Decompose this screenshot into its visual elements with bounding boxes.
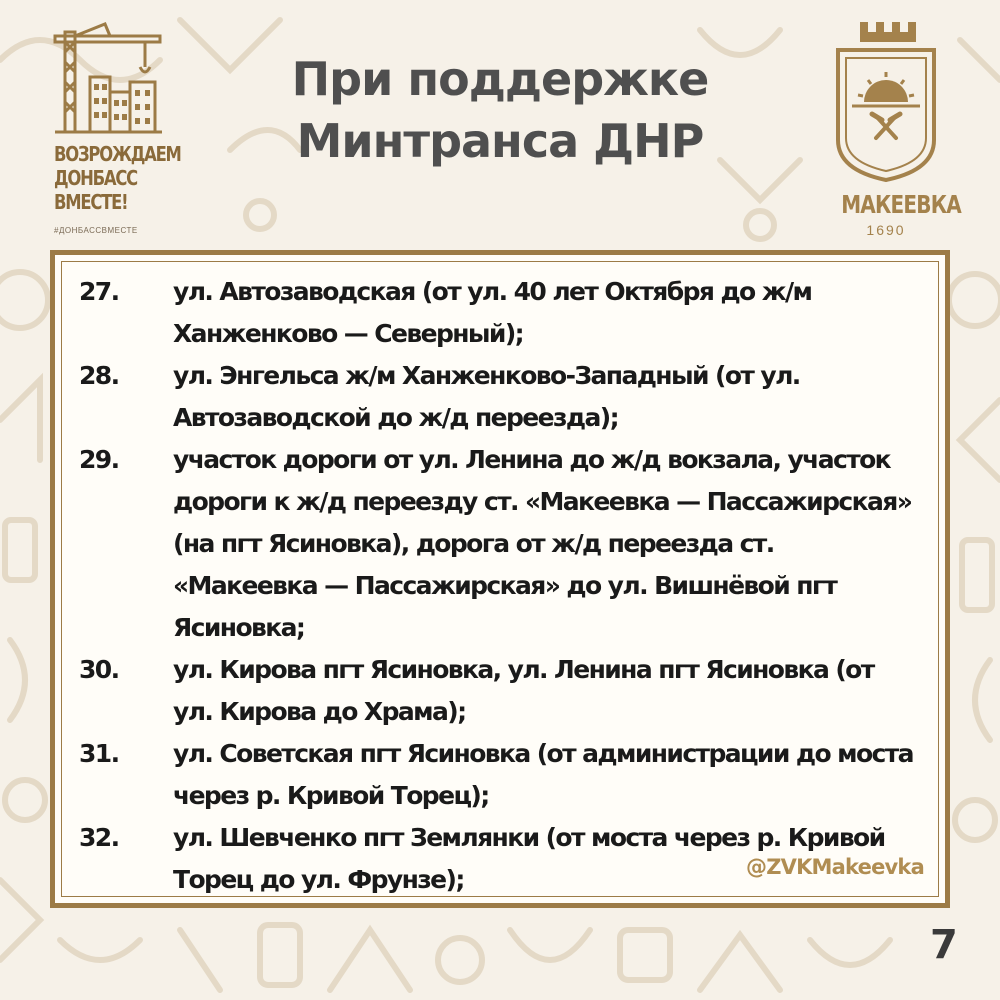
item-text: ул. Автозаводская (от ул. 40 лет Октября до ж/м Ханженково — Северный);	[173, 277, 812, 348]
item-text: ул. Советская пгт Ясиновка (от администрации до моста через р. Кривой Торец);	[173, 739, 913, 810]
crane-building-icon	[50, 22, 170, 137]
list-item	[79, 649, 919, 733]
item-number: 31.	[79, 739, 119, 768]
hashtag: #ДОНБАССВМЕСТЕ	[54, 226, 138, 235]
item-number: 30.	[79, 655, 119, 684]
makeevka-crest	[830, 20, 961, 245]
logo-line-1: ВОЗРОЖДАЕМ	[54, 142, 181, 166]
road-list	[79, 271, 919, 901]
road-list-panel	[50, 250, 950, 908]
item-text: ул. Кирова пгт Ясиновка, ул. Ленина пгт Ясиновка (от ул. Кирова до Храма);	[173, 655, 874, 726]
item-text: участок дороги от ул. Ленина до ж/д вокзала, участок дороги к ж/д переезду ст. «Макеевка — Пассажирская» (на пгт Ясиновка), дорога от ж/д переезда ст. «Макеевка — Пассажирская» до ул. Вишнёвой пгт Ясиновка;	[173, 445, 912, 642]
item-text: ул. Энгельса ж/м Ханженково-Западный (от ул. Автозаводской до ж/д переезда);	[173, 361, 800, 432]
title-line-2: Минтранса ДНР	[296, 114, 704, 168]
coat-of-arms-icon	[830, 20, 942, 185]
logo-line-3: ВМЕСТЕ!	[54, 190, 128, 214]
list-item	[79, 271, 919, 355]
list-item	[79, 355, 919, 439]
title-line-1: При поддержке	[291, 52, 709, 106]
logo-slogan	[54, 142, 181, 214]
social-handle: @ZVKMakeevka	[746, 855, 924, 879]
item-number: 27.	[79, 277, 119, 306]
logo-line-2: ДОНБАСС	[54, 166, 137, 190]
city-founding-year: 1690	[866, 222, 906, 238]
page-title	[250, 48, 750, 172]
list-item	[79, 439, 919, 649]
item-number: 32.	[79, 823, 119, 852]
item-number: 28.	[79, 361, 119, 390]
donbass-logo	[50, 22, 181, 242]
list-item	[79, 733, 919, 817]
city-name: МАКЕЕВКА	[841, 190, 961, 219]
item-number: 29.	[79, 445, 119, 474]
item-text: ул. Шевченко пгт Землянки (от моста через р. Кривой Торец до ул. Фрунзе);	[173, 823, 885, 894]
page-number: 7	[930, 922, 958, 968]
